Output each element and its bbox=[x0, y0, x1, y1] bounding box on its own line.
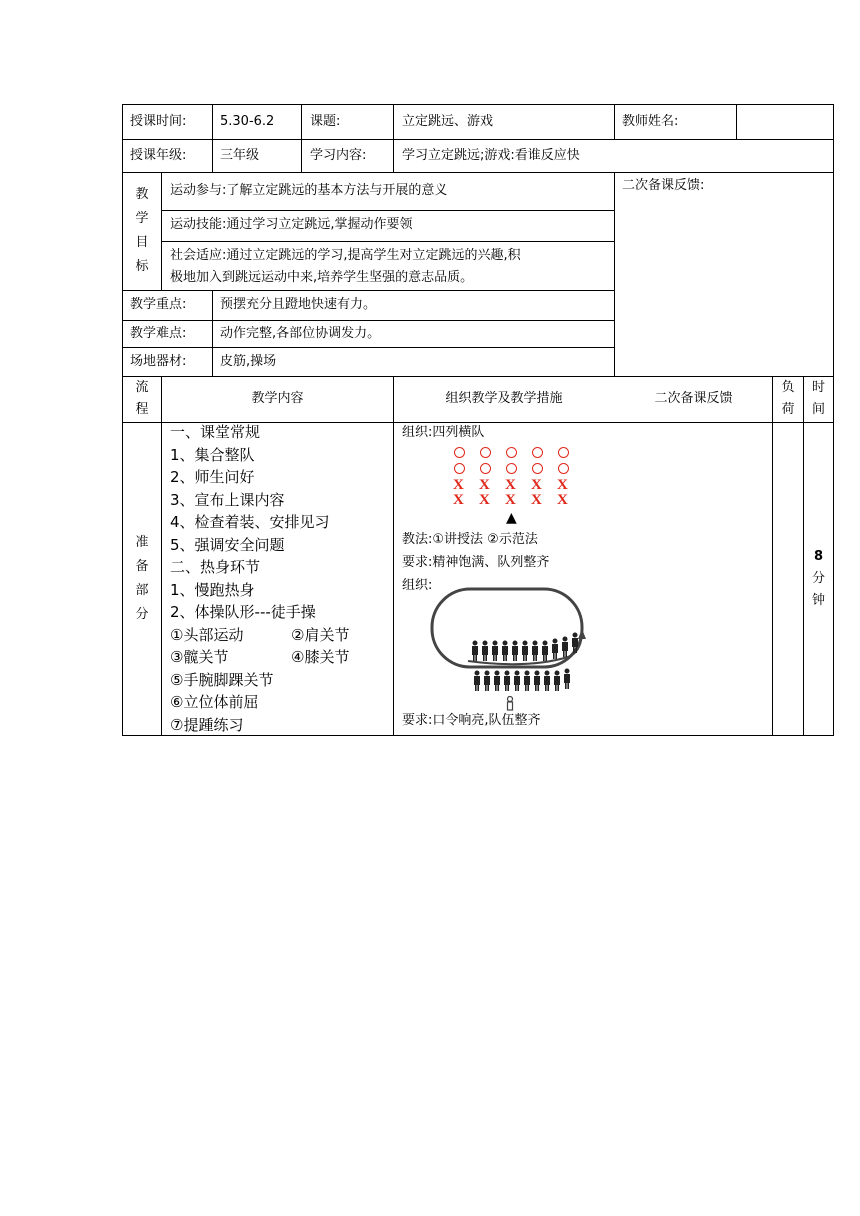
goal-social-line2: 极地加入到跳远运动中来,培养学生坚强的意志品质。 bbox=[170, 270, 474, 285]
key-point-label: 教学重点: bbox=[130, 297, 187, 312]
equipment-value: 皮筋,操场 bbox=[220, 354, 277, 369]
teacher-triangle-icon: ▲ bbox=[506, 510, 517, 526]
student-x-icon: X bbox=[479, 492, 490, 508]
student-circle-icon bbox=[480, 447, 491, 458]
prep-section-label: 准 备 部 分 bbox=[135, 535, 149, 622]
student-x-icon: X bbox=[531, 477, 542, 493]
student-x-icon: X bbox=[531, 492, 542, 508]
key-point-value: 预摆充分且蹬地快速有力。 bbox=[220, 297, 377, 312]
student-circle-icon bbox=[532, 447, 543, 458]
difficulty-label: 教学难点: bbox=[130, 326, 187, 341]
people-row-1 bbox=[472, 633, 578, 662]
topic-value: 立定跳远、游戏 bbox=[402, 114, 494, 129]
list-item: 1、慢跑热身 bbox=[170, 580, 255, 599]
list-item: 2、师生问好 bbox=[170, 468, 255, 486]
list-item: ②肩关节 bbox=[291, 625, 350, 644]
prep-time: 8 分 钟 bbox=[811, 549, 825, 608]
list-item: ⑦提踵练习 bbox=[170, 715, 244, 734]
student-circle-icon bbox=[558, 463, 569, 474]
content-label: 学习内容: bbox=[310, 148, 367, 163]
list-item: 5、强调安全问题 bbox=[170, 535, 285, 554]
topic-label: 课题: bbox=[310, 114, 341, 129]
time-label: 授课时间: bbox=[130, 114, 187, 129]
student-circle-icon bbox=[454, 447, 465, 458]
list-item: 2、体操队形---徒手操 bbox=[170, 603, 316, 621]
list-item: 1、集合整队 bbox=[170, 445, 255, 464]
list-item: 4、检查着装、安排见习 bbox=[170, 513, 330, 531]
list-item: 一、课堂常规 bbox=[170, 423, 261, 441]
list-item: 3、宣布上课内容 bbox=[170, 490, 285, 509]
grade-value: 三年级 bbox=[220, 148, 260, 163]
student-circle-icon bbox=[480, 463, 491, 474]
goals-label: 教 学 目 标 bbox=[135, 187, 149, 274]
head-time: 时 间 bbox=[811, 380, 825, 417]
list-item: 二、热身环节 bbox=[170, 558, 261, 576]
requirement-2: 要求:口令响亮,队伍整齐 bbox=[402, 713, 541, 728]
head-feedback: 二次备课反馈 bbox=[654, 391, 733, 406]
student-circle-icon bbox=[454, 463, 465, 474]
student-x-icon: X bbox=[505, 492, 516, 508]
grade-label: 授课年级: bbox=[130, 148, 187, 163]
equipment-label: 场地器材: bbox=[130, 354, 187, 369]
student-x-icon: X bbox=[557, 492, 568, 508]
student-x-icon: X bbox=[505, 477, 516, 493]
feedback-label: 二次备课反馈: bbox=[622, 178, 705, 193]
goal-participation: 运动参与:了解立定跳远的基本方法与开展的意义 bbox=[170, 183, 448, 198]
teaching-method: 教法:①讲授法 ②示范法 bbox=[402, 532, 538, 547]
list-item: ①头部运动 bbox=[170, 625, 244, 644]
goal-social-line1: 社会适应:通过立定跳远的学习,提高学生对立定跳远的兴趣,积 bbox=[170, 248, 521, 263]
student-circle-icon bbox=[506, 447, 517, 458]
student-x-icon: X bbox=[453, 492, 464, 508]
content-value: 学习立定跳远;游戏:看谁反应快 bbox=[402, 148, 580, 163]
people-row-2 bbox=[474, 669, 570, 692]
org-label-2: 组织: bbox=[402, 578, 433, 593]
teacher-label: 教师姓名: bbox=[622, 114, 679, 129]
head-load: 负 荷 bbox=[781, 380, 795, 417]
requirement-1: 要求:精神饱满、队列整齐 bbox=[402, 555, 550, 570]
difficulty-value: 动作完整,各部位协调发力。 bbox=[220, 326, 381, 341]
org-title: 组织:四列横队 bbox=[402, 425, 485, 440]
list-item: ⑤手腕脚踝关节 bbox=[170, 670, 274, 689]
time-value: 5.30-6.2 bbox=[220, 114, 275, 129]
student-x-icon: X bbox=[453, 477, 464, 493]
head-flow: 流 程 bbox=[135, 380, 149, 417]
list-item: ⑥立位体前屈 bbox=[170, 693, 259, 711]
head-organization: 组织教学及教学措施 bbox=[445, 391, 563, 406]
student-circle-icon bbox=[558, 447, 569, 458]
running-track-diagram bbox=[428, 583, 612, 711]
student-circle-icon bbox=[506, 463, 517, 474]
student-circle-icon bbox=[532, 463, 543, 474]
list-item: ④膝关节 bbox=[291, 648, 350, 666]
goal-skill: 运动技能:通过学习立定跳远,掌握动作要领 bbox=[170, 217, 413, 232]
student-x-icon: X bbox=[479, 477, 490, 493]
list-item: ③髋关节 bbox=[170, 648, 229, 666]
head-content: 教学内容 bbox=[251, 391, 304, 406]
arrow-up-icon bbox=[578, 629, 586, 639]
teacher-figure-icon bbox=[508, 697, 513, 711]
student-x-icon: X bbox=[557, 477, 568, 493]
